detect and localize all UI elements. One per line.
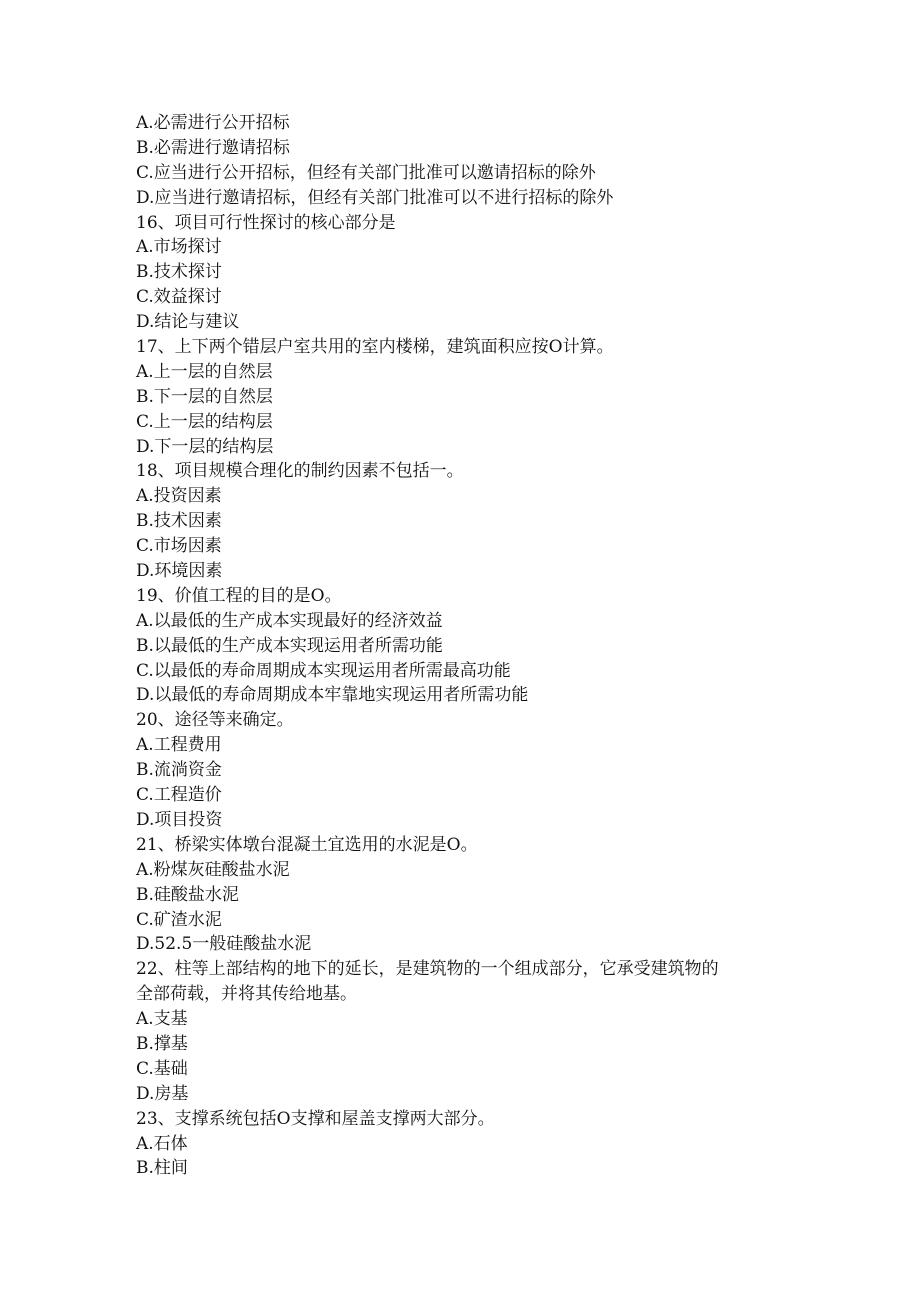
question-line-continued: 全部荷载，并将其传给地基。 (136, 984, 357, 1005)
option-line: D.房基 (136, 1083, 189, 1104)
option-line: B.技术探讨 (136, 262, 222, 283)
option-line: B.流淌资金 (136, 760, 222, 781)
text-line: A.必需进行公开招标 (136, 113, 290, 133)
option-line: B.硅酸盐水泥 (136, 884, 239, 905)
option-line: C.效益探讨 (136, 287, 222, 308)
option-line: C.矿渣水泥 (136, 909, 222, 930)
option-line: C.基础 (136, 1058, 188, 1079)
option-line: D.结论与建议 (136, 312, 240, 333)
option-line: A.投资因素 (136, 486, 222, 507)
option-line: D.项目投资 (136, 809, 223, 830)
question-line: 21、桥梁实体墩台混凝土宜选用的水泥是O。 (136, 834, 478, 855)
question-line: 20、途径等来确定。 (136, 710, 294, 731)
option-line: B.以最低的生产成本实现运用者所需功能 (136, 635, 443, 656)
option-line: B.柱间 (136, 1158, 188, 1179)
option-line: A.上一层的自然层 (136, 361, 273, 382)
option-line: A.以最低的生产成本实现最好的经济效益 (136, 610, 443, 631)
question-line: 17、上下两个错层户室共用的室内楼梯，建筑面积应按O计算。 (136, 337, 614, 358)
text-line: C.应当进行公开招标，但经有关部门批准可以邀请招标的除外 (136, 162, 596, 183)
option-line: A.工程费用 (136, 735, 222, 756)
question-line: 18、项目规模合理化的制约因素不包括一。 (136, 461, 464, 482)
option-line: B.下一层的自然层 (136, 386, 273, 407)
question-line: 23、支撑系统包括O支撑和屋盖支撑两大部分。 (136, 1108, 495, 1129)
option-line: A.粉煤灰硅酸盐水泥 (136, 859, 290, 880)
option-line: A.石体 (136, 1133, 188, 1154)
option-line: D.52.5一般硅酸盐水泥 (136, 934, 312, 955)
option-line: B.技术因素 (136, 511, 222, 532)
option-line: A.支基 (136, 1009, 188, 1030)
option-line: D.环境因素 (136, 561, 223, 582)
option-line: C.工程造价 (136, 785, 222, 806)
document-page (136, 111, 796, 1181)
option-line: C.以最低的寿命周期成本实现运用者所需最高功能 (136, 660, 511, 681)
text-line: D.应当进行邀请招标，但经有关部门批准可以不进行招标的除外 (136, 187, 614, 208)
option-line: B.撑基 (136, 1033, 188, 1054)
question-line: 16、项目可行性探讨的核心部分是 (136, 212, 396, 233)
option-line: C.市场因素 (136, 536, 222, 557)
option-line: C.上一层的结构层 (136, 411, 273, 432)
option-line: A.市场探讨 (136, 237, 222, 258)
option-line: D.下一层的结构层 (136, 436, 274, 457)
text-line: B.必需进行邀请招标 (136, 137, 290, 158)
question-line: 19、价值工程的目的是O。 (136, 585, 342, 606)
question-line: 22、柱等上部结构的地下的延长，是建筑物的一个组成部分，它承受建筑物的 (136, 959, 719, 980)
option-line: D.以最低的寿命周期成本牢靠地实现运用者所需功能 (136, 685, 529, 706)
